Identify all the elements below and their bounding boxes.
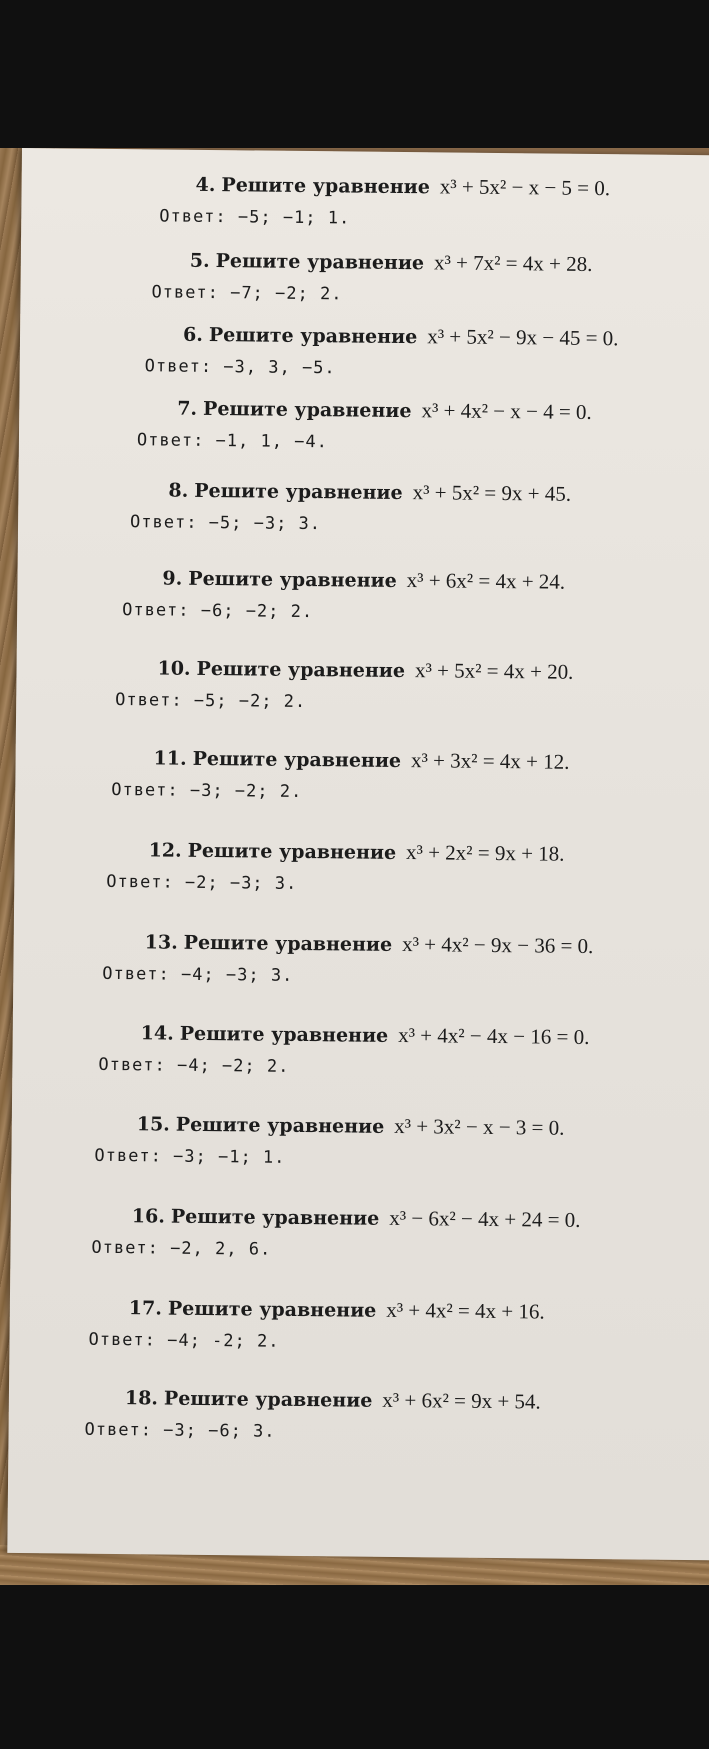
problem-number: 4. — [195, 173, 216, 197]
problem-equation: x³ + 6x² = 9x + 54. — [382, 1387, 541, 1414]
problem-number: 10. — [157, 657, 191, 680]
problem-number: 6. — [182, 323, 204, 346]
top-black-bar — [0, 0, 709, 148]
problem-5 — [151, 248, 593, 307]
problem-prompt: Решите уравнение — [183, 931, 393, 956]
problem-answer: Ответ: −7; −2; 2. — [151, 282, 343, 305]
problem-equation: x³ − 6x² − 4x + 24 = 0. — [389, 1205, 581, 1232]
problem-number: 13. — [144, 931, 178, 954]
problem-number: 7. — [177, 397, 198, 420]
problem-prompt: Решите уравнение — [194, 479, 403, 505]
problem-18 — [84, 1385, 541, 1444]
problem-answer: Ответ: −3, 3, −5. — [144, 356, 336, 379]
problem-answer: Ответ: −3; −2; 2. — [111, 779, 303, 802]
problem-16 — [91, 1203, 581, 1263]
problem-11 — [111, 745, 570, 804]
problem-answer: Ответ: −4; -2; 2. — [88, 1329, 280, 1352]
problem-answer: Ответ: −4; −3; 3. — [102, 963, 294, 986]
problem-15 — [94, 1111, 565, 1170]
problem-answer: Ответ: −3; −1; 1. — [94, 1145, 286, 1168]
problem-equation: x³ + 6x² = 4x + 24. — [406, 568, 566, 594]
problem-equation: x³ + 2x² = 9x + 18. — [405, 840, 565, 866]
problem-answer: Ответ: −5; −2; 2. — [115, 690, 307, 713]
problem-number: 18. — [124, 1387, 159, 1410]
problem-number: 14. — [140, 1022, 174, 1045]
problem-equation: x³ + 5x² = 9x + 45. — [412, 480, 572, 506]
problem-number: 5. — [189, 249, 210, 272]
problem-answer: Ответ: −5; −3; 3. — [129, 512, 322, 535]
problem-prompt: Решите уравнение — [188, 567, 397, 592]
problem-number: 16. — [131, 1205, 165, 1228]
problem-6 — [144, 322, 619, 382]
problem-answer: Ответ: −5; −1; 1. — [159, 206, 351, 229]
problem-prompt: Решите уравнение — [187, 839, 397, 864]
problem-equation: x³ + 4x² − 4x − 16 = 0. — [398, 1022, 590, 1049]
problem-equation: x³ + 5x² − 9x − 45 = 0. — [427, 324, 619, 351]
problem-number: 17. — [128, 1297, 163, 1320]
problem-12 — [106, 837, 565, 896]
problem-17 — [88, 1295, 545, 1354]
paper-sheet — [7, 148, 709, 1560]
problem-equation: x³ + 4x² = 4x + 16. — [386, 1297, 545, 1324]
problem-answer: Ответ: −2, 2, 6. — [91, 1237, 272, 1260]
problem-equation: x³ + 4x² − 9x − 36 = 0. — [402, 932, 594, 959]
problem-equation: x³ + 5x² − x − 5 = 0. — [439, 174, 611, 201]
problem-13 — [102, 929, 594, 989]
problem-prompt: Решите уравнение — [203, 397, 412, 423]
problem-prompt: Решите уравнение — [167, 1297, 377, 1322]
problem-equation: x³ + 3x² − x − 3 = 0. — [394, 1113, 565, 1140]
problem-prompt: Решите уравнение — [196, 657, 406, 683]
problem-answer: Ответ: −4; −2; 2. — [98, 1054, 290, 1077]
problem-number: 11. — [153, 747, 187, 770]
problem-answer: Ответ: −1, 1, −4. — [136, 430, 329, 453]
problem-answer: Ответ: −6; −2; 2. — [122, 600, 314, 623]
problem-9 — [122, 565, 566, 624]
problem-equation: x³ + 3x² = 4x + 12. — [410, 748, 570, 774]
problem-equation: x³ + 5x² = 4x + 20. — [414, 658, 574, 684]
problem-answer: Ответ: −3; −6; 3. — [84, 1419, 276, 1442]
problem-number: 8. — [168, 479, 189, 502]
photo — [0, 148, 709, 1585]
problem-prompt: Решите уравнение — [175, 1113, 385, 1138]
problem-prompt: Решите уравнение — [179, 1022, 389, 1047]
problem-14 — [98, 1020, 590, 1080]
problem-prompt: Решите уравнение — [221, 174, 430, 199]
problem-7 — [136, 396, 592, 455]
problem-prompt: Решите уравнение — [208, 323, 418, 349]
problem-prompt: Решите уравнение — [215, 250, 425, 275]
problem-prompt: Решите уравнение — [170, 1205, 380, 1230]
problem-number: 15. — [136, 1113, 170, 1136]
problem-number: 9. — [162, 567, 183, 590]
problem-prompt: Решите уравнение — [163, 1387, 373, 1412]
problem-equation: x³ + 7x² = 4x + 28. — [433, 250, 593, 276]
problem-4 — [159, 172, 611, 231]
problem-number: 12. — [148, 839, 182, 862]
problem-equation: x³ + 4x² − x − 4 = 0. — [421, 398, 592, 424]
problem-10 — [115, 655, 574, 714]
problem-8 — [129, 478, 572, 537]
bottom-black-bar — [0, 1585, 709, 1749]
problem-answer: Ответ: −2; −3; 3. — [106, 871, 298, 894]
problem-prompt: Решите уравнение — [192, 747, 402, 773]
